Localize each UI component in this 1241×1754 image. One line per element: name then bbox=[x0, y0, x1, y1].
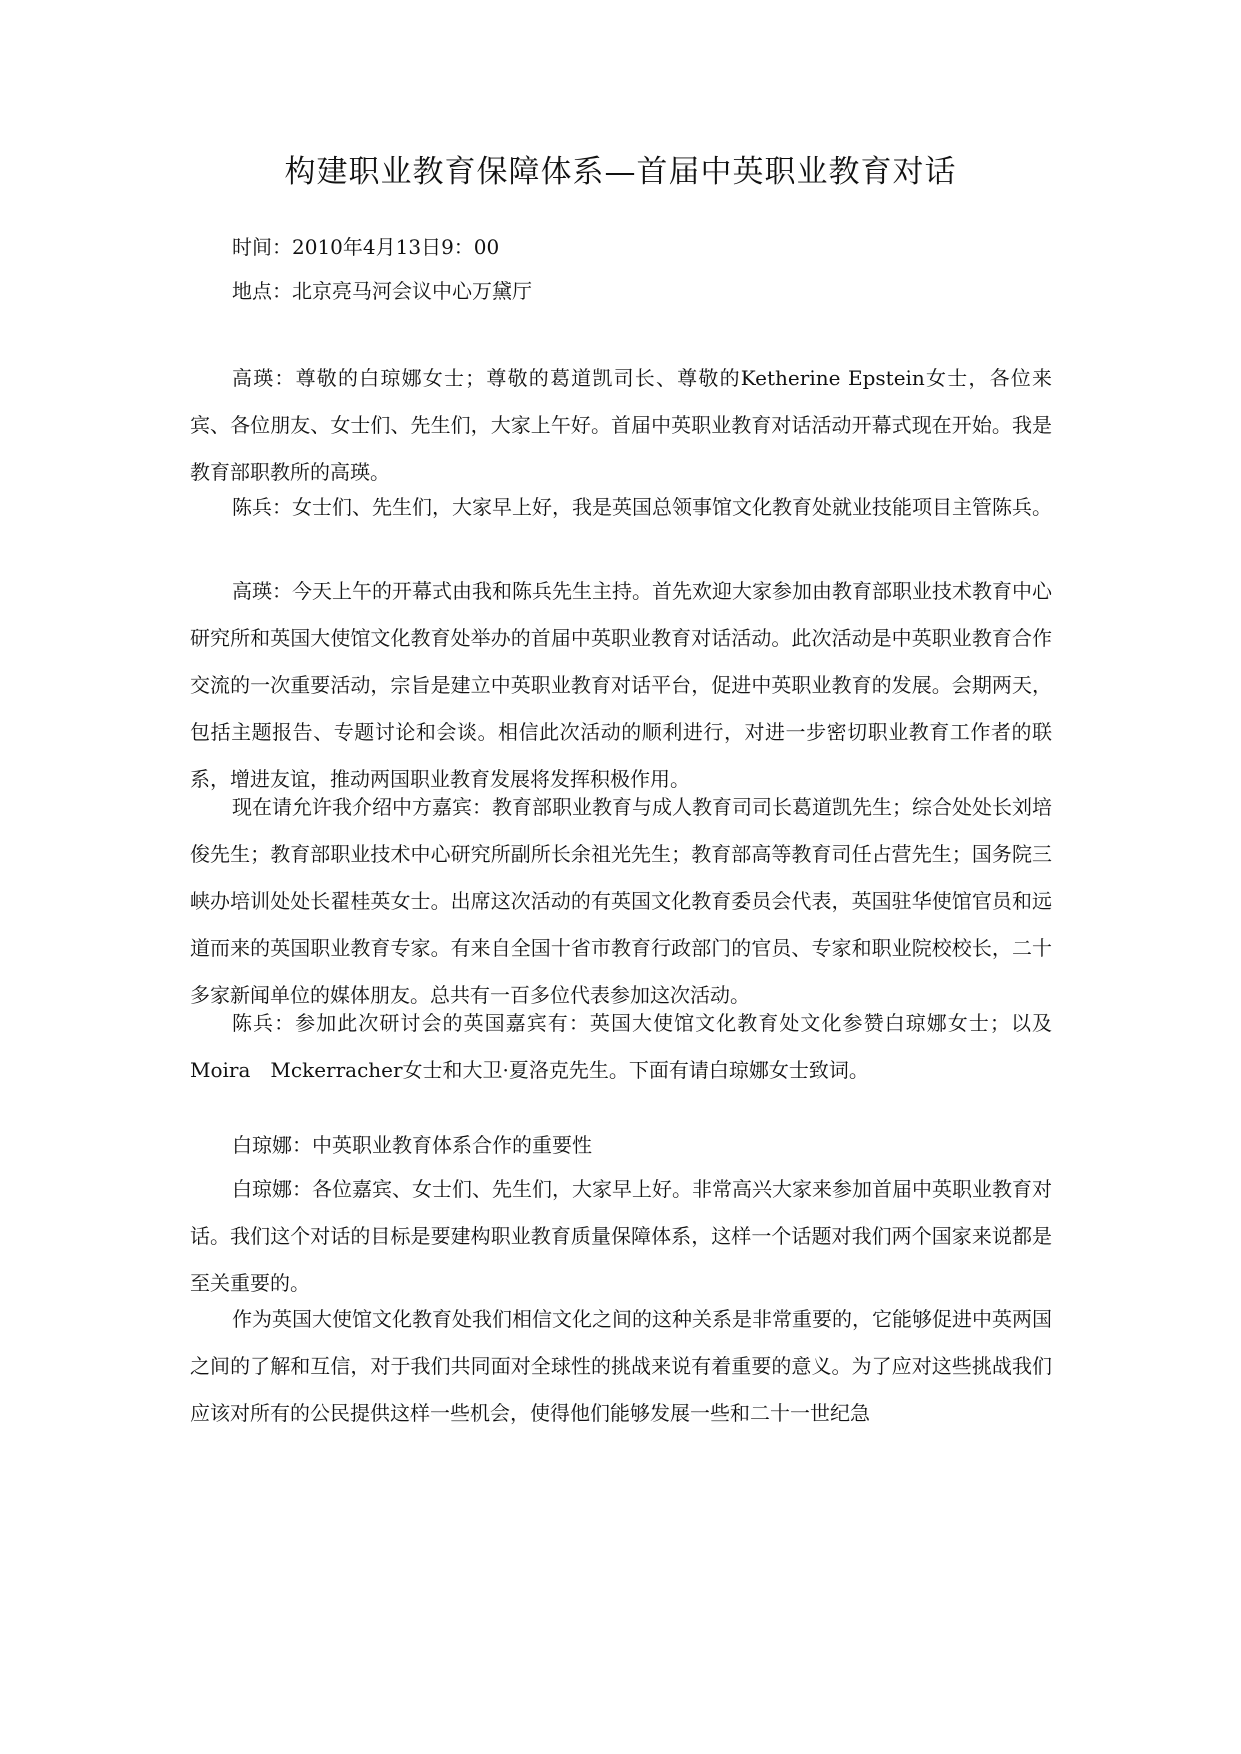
paragraph-gao-opening: 高瑛：尊敬的白琼娜女士；尊敬的葛道凯司长、尊敬的Ketherine Epstein女士，各位来宾、各位朋友、女士们、先生们，大家上午好。首届中英职业教育对话活动开幕式现在开始。我是教育部职教所的高瑛。 bbox=[190, 366, 1052, 484]
document-title: 构建职业教育保障体系—首届中英职业教育对话 bbox=[284, 154, 957, 190]
paragraph-speech-opening: 白琼娜：各位嘉宾、女士们、先生们，大家早上好。非常高兴大家来参加首届中英职业教育对话。我们这个对话的目标是要建构职业教育质量保障体系，这样一个话题对我们两个国家来说都是至关重要的。 bbox=[190, 1177, 1052, 1295]
paragraph-speech-culture: 作为英国大使馆文化教育处我们相信文化之间的这种关系是非常重要的，它能够促进中英两国之间的了解和互信，对于我们共同面对全球性的挑战来说有着重要的意义。为了应对这些挑战我们应该对所有的公民提供这样一些机会，使得他们能够发展一些和二十一世纪急 bbox=[190, 1307, 1052, 1425]
meeting-location: 地点：北京亮马河会议中心万黛厅 bbox=[232, 279, 532, 303]
section-heading: 白琼娜：中英职业教育体系合作的重要性 bbox=[232, 1133, 592, 1157]
paragraph-chinese-guests: 现在请允许我介绍中方嘉宾：教育部职业教育与成人教育司司长葛道凯先生；综合处处长刘培俊先生；教育部职业技术中心研究所副所长余祖光先生；教育部高等教育司任占营先生；国务院三峡办培训处处长翟桂英女士。出席这次活动的有英国文化教育委员会代表，英国驻华使馆官员和远道而来的英国职业教育专家。有来自全国十省市教育行政部门的官员、专家和职业院校校长，二十多家新闻单位的媒体朋友。总共有一百多位代表参加这次活动。 bbox=[190, 795, 1052, 1007]
paragraph-british-guests: 陈兵：参加此次研讨会的英国嘉宾有：英国大使馆文化教育处文化参赞白琼娜女士；以及Moira Mckerracher女士和大卫·夏洛克先生。下面有请白琼娜女士致词。 bbox=[190, 1011, 1052, 1082]
paragraph-chen-intro: 陈兵：女士们、先生们，大家早上好，我是英国总领事馆文化教育处就业技能项目主管陈兵。 bbox=[232, 495, 1052, 519]
meeting-time: 时间：2010年4月13日9：00 bbox=[232, 235, 500, 259]
paragraph-gao-welcome: 高瑛：今天上午的开幕式由我和陈兵先生主持。首先欢迎大家参加由教育部职业技术教育中心研究所和英国大使馆文化教育处举办的首届中英职业教育对话活动。此次活动是中英职业教育合作交流的一次重要活动，宗旨是建立中英职业教育对话平台，促进中英职业教育的发展。会期两天，包括主题报告、专题讨论和会谈。相信此次活动的顺利进行，对进一步密切职业教育工作者的联系，增进友谊，推动两国职业教育发展将发挥积极作用。 bbox=[190, 579, 1052, 791]
